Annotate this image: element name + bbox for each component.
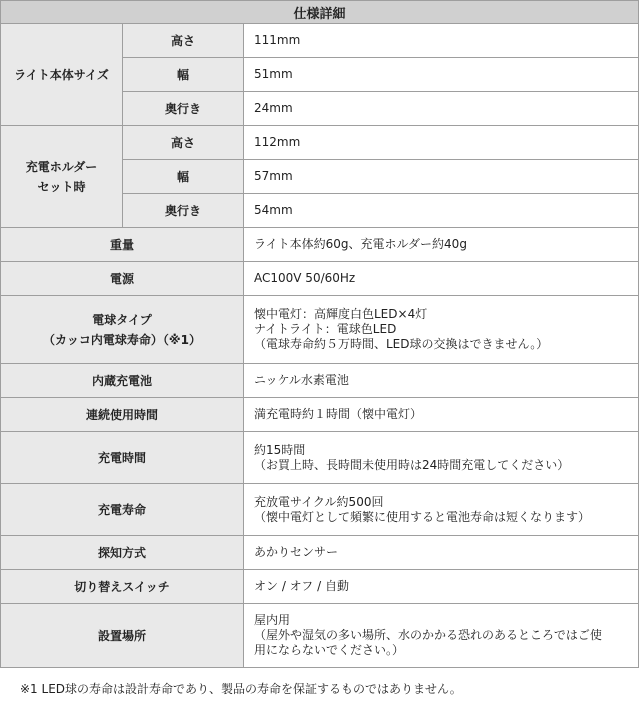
sub-label-holder-height: 高さ — [123, 126, 244, 160]
value-bulb — [244, 296, 639, 364]
value-body-height: 111mm — [244, 24, 639, 58]
bulb-value-line: （電球寿命約５万時間、LED球の交換はできません。） — [254, 337, 549, 351]
charge-life-line: （懐中電灯として頻繁に使用すると電池寿命は短くなります） — [254, 509, 591, 524]
table-row — [1, 296, 639, 364]
table-row — [1, 570, 639, 604]
value-weight: ライト本体約60g、充電ホルダー約40g — [244, 228, 639, 262]
sub-label-holder-depth: 奥行き — [123, 194, 244, 228]
value-detection: あかりセンサー — [244, 536, 639, 570]
table-row — [1, 604, 639, 668]
row-label-charge-time: 充電時間 — [1, 432, 244, 484]
row-label-body-size: ライト本体サイズ — [1, 24, 123, 126]
table-row — [1, 262, 639, 296]
bulb-value-line: ナイトライト：電球色LED — [254, 322, 397, 336]
table-row — [1, 228, 639, 262]
row-label-holder-size — [1, 126, 123, 228]
table-row — [1, 126, 639, 160]
sub-label-body-height: 高さ — [123, 24, 244, 58]
value-battery: ニッケル水素電池 — [244, 364, 639, 398]
table-row — [1, 24, 639, 58]
holder-label-line1: 充電ホルダー — [25, 159, 98, 174]
sub-label-body-width: 幅 — [123, 58, 244, 92]
row-label-power: 電源 — [1, 262, 244, 296]
charge-life-line: 充放電サイクル約500回 — [254, 494, 384, 509]
bulb-label-line1: 電球タイプ — [92, 312, 152, 327]
row-label-location: 設置場所 — [1, 604, 244, 668]
row-label-switch: 切り替えスイッチ — [1, 570, 244, 604]
table-row — [1, 484, 639, 536]
row-label-weight: 重量 — [1, 228, 244, 262]
location-line: 用にならないでください。） — [254, 643, 405, 657]
footnote: ※1 LED球の寿命は設計寿命であり、製品の寿命を保証するものではありません。 — [20, 682, 462, 696]
location-line: （屋外や湿気の多い場所、水のかかる恐れのあるところではご使 — [254, 628, 602, 642]
row-label-battery: 内蔵充電池 — [1, 364, 244, 398]
sub-label-holder-width: 幅 — [123, 160, 244, 194]
table-row — [1, 364, 639, 398]
value-body-depth: 24mm — [244, 92, 639, 126]
row-label-detection: 探知方式 — [1, 536, 244, 570]
table-row — [1, 398, 639, 432]
value-location — [244, 604, 639, 668]
row-label-continuous: 連続使用時間 — [1, 398, 244, 432]
table-title: 仕様詳細 — [1, 1, 639, 24]
sub-label-body-depth: 奥行き — [123, 92, 244, 126]
table-row — [1, 536, 639, 570]
row-label-charge-life: 充電寿命 — [1, 484, 244, 536]
charge-time-line: （お買上時、長時間未使用時は24時間充電してください） — [254, 457, 570, 472]
value-charge-time — [244, 432, 639, 484]
holder-label-line2: セット時 — [37, 179, 86, 194]
row-label-bulb — [1, 296, 244, 364]
value-body-width: 51mm — [244, 58, 639, 92]
bulb-label-line2: （カッコ内電球寿命）（※1） — [43, 332, 201, 347]
value-switch: オン / オフ / 自動 — [244, 570, 639, 604]
location-line: 屋内用 — [254, 613, 291, 627]
title-row — [1, 1, 639, 24]
value-holder-width: 57mm — [244, 160, 639, 194]
value-holder-height: 112mm — [244, 126, 639, 160]
value-continuous: 満充電時約１時間（懐中電灯） — [244, 398, 639, 432]
value-holder-depth: 54mm — [244, 194, 639, 228]
table-row — [1, 432, 639, 484]
bulb-value-line: 懐中電灯：高輝度白色LED×4灯 — [254, 307, 428, 321]
value-power: AC100V 50/60Hz — [244, 262, 639, 296]
value-charge-life — [244, 484, 639, 536]
charge-time-line: 約15時間 — [254, 442, 306, 457]
